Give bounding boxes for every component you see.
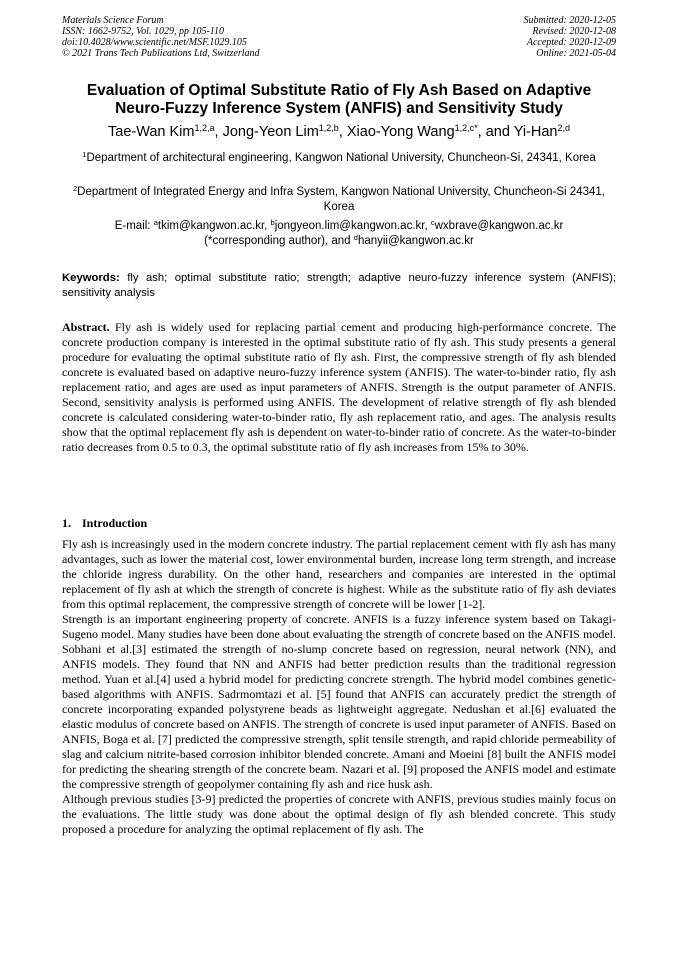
copyright-line: © 2021 Trans Tech Publications Ltd, Switzerland bbox=[62, 48, 260, 59]
introduction-body bbox=[62, 537, 616, 837]
journal-name: Materials Science Forum bbox=[62, 15, 164, 26]
journal-info bbox=[62, 15, 260, 59]
date-info bbox=[524, 15, 617, 59]
abstract-label: Abstract. bbox=[62, 320, 110, 334]
email-d[interactable]: hanyii@kangwon.ac.kr bbox=[357, 235, 474, 247]
section-heading bbox=[62, 516, 147, 531]
author-name: Jong-Yeon Lim bbox=[222, 124, 319, 140]
email-block: E-mail: $^a$tkim@kangwon.ac.kr, $^b$jongyeon.lim@kangwon.ac.kr, $^c$wxbrave@kangwon.ac.kr (*corresponding author), and $^d$hanyii@kangwon.ac.kr bbox=[114, 218, 564, 247]
abstract-text: Fly ash is widely used for replacing partial cement and producing high-performance concrete. The concrete production company is interested in the optimal substitute ratio of fly ash. This study presents a general procedure for evaluating the optimal substitute ratio of fly ash. First, the compressive strength of fly ash blended concrete is evaluated based on adaptive neuro-fuzzy inference system (ANFIS). The water-to-binder ratio, fly ash replacement ratio, and ages are used as input parameters of ANFIS. Strength is the output parameter of ANFIS. Second, sensitivity analysis is performed using ANFIS. The development of relative strength of fly ash blended concrete is calculated considering water-to-binder ratio, fly ash replacement ratio, and ages. The analysis results show that the optimal replacement fly ash is dependent on water-to-binder ratio of concrete. As the water-to-binder ratio decreases from 0.5 to 0.3, the optimal substitute ratio of fly ash increases from 15% to 30%. bbox=[62, 320, 617, 454]
author-separator: , and bbox=[477, 124, 514, 140]
author-name: Yi-Han bbox=[513, 124, 558, 140]
corresponding-note: (*corresponding author), and bbox=[204, 235, 354, 247]
email-prefix: E-mail: bbox=[114, 220, 154, 232]
author-separator: , bbox=[338, 124, 347, 140]
paragraph: Strength is an important engineering property of concrete. ANFIS is a fuzzy inference system based on Takagi-Sugeno model. Many studies have been done about evaluating the strength of concrete based on the ANFIS model. Sobhani et al.[3] estimated the strength of no-slump concrete based on regression, neural network (NN), and ANFIS models. They found that NN and ANFIS had better prediction results than the traditional regression method. Yuan et al.[4] used a hybrid model for predicting concrete strength. The hybrid model combines genetic-based algorithms with ANFIS. Sadrmomtazi et al. [5] found that ANFIS can accurately predict the strength of concrete incorporating expanded polystyrene beads as lightweight aggregate. Nedushan et al.[6] evaluated the elastic modulus of concrete based on ANFIS. The strength of concrete is used input parameter of ANFIS. Based on ANFIS, Boga et al. [7] predicted the compressive strength, split tensile strength, and rapid chloride permeability of slag and calcium nitrite-based corrosion inhibitor blended concrete. Amani and Moeini [8] built the ANFIS model for predicting the shearing strength of the concrete beam. Nazari et al. [9] proposed the ANFIS model and estimate the compressive strength of geopolymer containing fly ash and rice husk ash. bbox=[62, 612, 616, 791]
accepted-date: Accepted: 2020-12-09 bbox=[526, 37, 616, 48]
author-affiliation-mark: 1,2,b bbox=[318, 123, 339, 133]
paragraph: Although previous studies [3-9] predicted the properties of concrete with ANFIS, previous studies mainly focus on the evaluations. The little study was done about the optimal design of fly ash blended concrete. This study proposed a procedure for analyzing the optimal replacement of fly ash. The bbox=[62, 792, 616, 836]
submitted-date: Submitted: 2020-12-05 bbox=[523, 15, 616, 26]
paper-title: Evaluation of Optimal Substitute Ratio of Fly Ash Based on Adaptive Neuro-Fuzzy Inference System (ANFIS) and Sensitivity Study bbox=[86, 82, 592, 117]
affiliation-2 bbox=[62, 185, 616, 215]
email-b[interactable]: jongyeon.lim@kangwon.ac.kr bbox=[274, 220, 425, 232]
keywords-label: Keywords: bbox=[62, 272, 120, 284]
author-separator: , bbox=[214, 124, 223, 140]
affiliation-1 bbox=[62, 151, 616, 166]
keywords bbox=[62, 271, 616, 301]
paragraph: Fly ash is increasingly used in the modern concrete industry. The partial replacement cement with fly ash has many advantages, such as lower the material cost, lower environmental burden, increase long term strength, and increase the chloride ingress durability. On the other hand, researchers and companies are interested in the optimal replacement of fly ash at which the strength of concrete is highest. While as the substitute ratio of fly ash deviates from this optimal replacement, the compressive strength of concrete will be lower [1-2]. bbox=[62, 537, 616, 611]
author-affiliation-mark: 1,2,a bbox=[194, 123, 215, 133]
section-title: Introduction bbox=[82, 516, 148, 530]
revised-date: Revised: 2020-12-08 bbox=[532, 26, 616, 37]
email-a[interactable]: tkim@kangwon.ac.kr bbox=[157, 220, 265, 232]
doi-line: doi:10.4028/www.scientific.net/MSF.1029.105 bbox=[62, 37, 247, 48]
online-date: Online: 2021-05-04 bbox=[536, 48, 616, 59]
keywords-text: fly ash; optimal substitute ratio; strength; adaptive neuro-fuzzy inference system (ANFIS); sensitivity analysis bbox=[62, 272, 617, 299]
author-affiliation-mark: 2,d bbox=[557, 123, 570, 133]
author-affiliation-mark: 1,2,c* bbox=[454, 123, 478, 133]
issn-line: ISSN: 1662-9752, Vol. 1029, pp 105-110 bbox=[62, 26, 225, 37]
author-list bbox=[62, 123, 616, 141]
abstract bbox=[62, 320, 616, 455]
affiliation-mark: 1 bbox=[82, 150, 87, 159]
section-number: 1. bbox=[62, 516, 71, 530]
affiliation-text: Department of Integrated Energy and Infra System, Kangwon National University, Chuncheon-Si 24341, Korea bbox=[77, 186, 605, 213]
affiliation-mark: 2 bbox=[73, 184, 78, 193]
affiliation-text: Department of architectural engineering, Kangwon National University, Chuncheon-Si, 24341, Korea bbox=[86, 152, 596, 164]
email-c[interactable]: wxbrave@kangwon.ac.kr bbox=[434, 220, 564, 232]
author-name: Xiao-Yong Wang bbox=[346, 124, 455, 140]
author-name: Tae-Wan Kim bbox=[108, 124, 195, 140]
